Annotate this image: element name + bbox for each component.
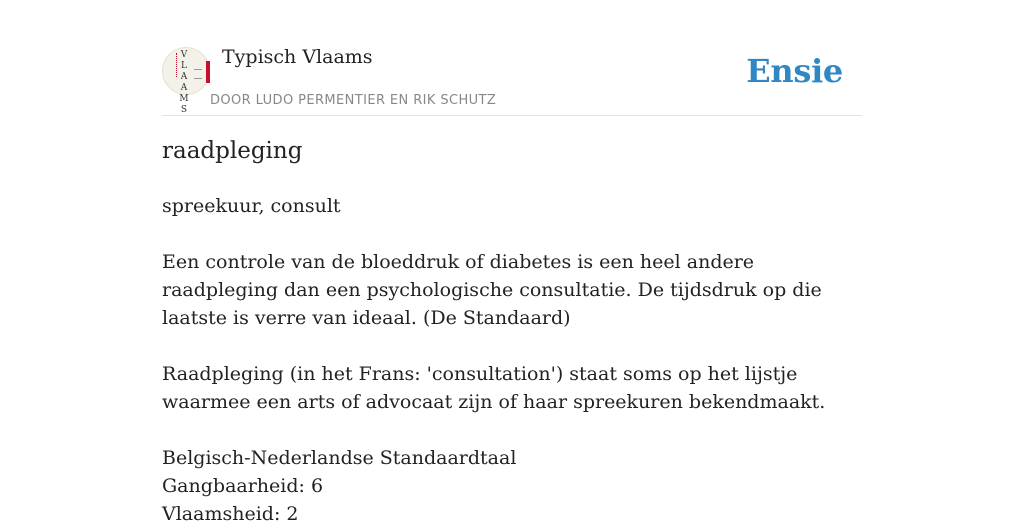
avatar-scribble: [194, 69, 202, 79]
meta-language: Belgisch-Nederlandse Standaardtaal: [162, 447, 517, 469]
usage-note: Raadpleging (in het Frans: 'consultation') staat soms op het lijstje waarmee een arts of advocaat zijn of haar spreekuren bekendmaakt.: [162, 363, 826, 413]
avatar-letter: S: [180, 105, 188, 115]
example-quote: Een controle van de bloeddruk of diabetes is een heel andere raadpleging dan een psychologische consultatie. De tijdsdruk op die laatste is verre van ideaal. (De Standaard): [162, 251, 822, 329]
avatar-letter: M: [179, 94, 189, 104]
blog-avatar[interactable]: [162, 47, 210, 115]
blog-name-link[interactable]: Typisch Vlaams: [222, 46, 373, 68]
ensie-logo-link[interactable]: Ensie: [746, 52, 843, 90]
avatar-letter: A: [180, 83, 188, 93]
meta-gangbaarheid: Gangbaarheid: 6: [162, 475, 324, 497]
avatar-letters: [162, 50, 206, 116]
meta-vlaamsheid: Vlaamsheid: 2: [162, 503, 299, 525]
entry-content: [162, 192, 852, 528]
entry-meta: [162, 444, 852, 528]
definition: spreekuur, consult: [162, 195, 341, 217]
avatar-letter: A: [180, 72, 188, 82]
avatar-red-strip: [206, 61, 210, 83]
entry-title: raadpleging: [162, 138, 303, 164]
avatar-letter: V: [180, 50, 188, 60]
byline: DOOR LUDO PERMENTIER EN RIK SCHUTZ: [210, 93, 497, 108]
avatar-letter: L: [181, 61, 187, 71]
blog-header: [162, 44, 862, 116]
